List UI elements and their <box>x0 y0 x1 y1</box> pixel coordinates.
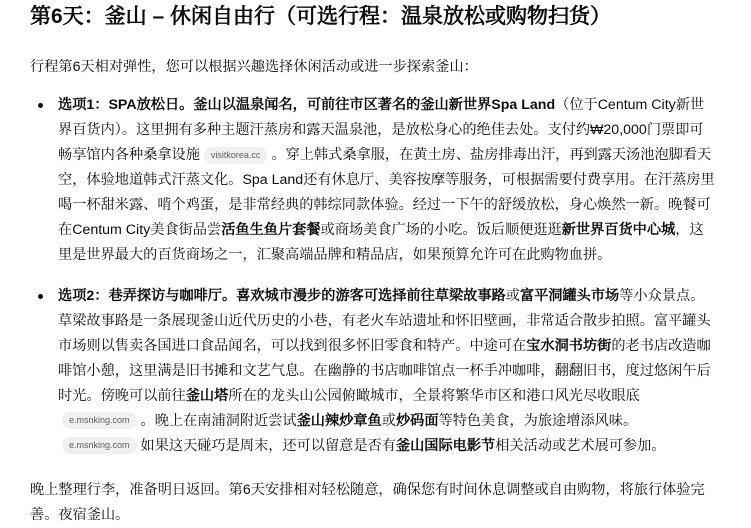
option-2-text: 的老书店改造咖啡馆小憩，这里满是旧书摊和文艺气息。在幽静的书店咖啡馆点一杯手冲咖啡，翻翻旧书，度过悠闲午后时光。傍晚可以前往 <box>58 337 711 404</box>
option-1-title: 选项1：SPA放松日。釜山以温泉闻名，可前往市区著名的釜山新世界Spa Land <box>58 97 556 113</box>
intro-paragraph: 行程第6天相对弹性，您可以根据兴趣选择休闲活动或进一步探索釜山： <box>30 58 478 75</box>
highlight-event: 釜山国际电影节 <box>395 437 496 454</box>
option-2-title: 选项2：巷弄探访与咖啡厅。喜欢城市漫步的游客可选择前往草梁故事路 <box>58 287 506 304</box>
option-2-text: 等特色美食，为旅途增添风味。 <box>438 412 638 429</box>
highlight-place: 宝水洞书坊街 <box>526 337 612 354</box>
option-2-text: 如果这天碰巧是周末，还可以留意是否有 <box>140 437 396 454</box>
option-2-text: 或 <box>505 287 520 304</box>
option-1-text: ，这里是世界最大的百货商场之一，汇聚高端品牌和精品店，如果预算允许可在此购物血拼。 <box>58 222 704 263</box>
option-2-text: 或 <box>381 412 396 429</box>
highlight-dish: 活鱼生鱼片套餐 <box>221 222 321 238</box>
options-list <box>30 93 716 459</box>
bullet-icon <box>38 103 43 108</box>
option-2-text: 。晚上在南浦洞附近尝试 <box>140 412 297 429</box>
option-1-text: （位于Centum City新世界百货内）。这里拥有多种主题汗蒸房和露天温泉池，是放松身心的绝佳去处。支付约₩20,000门票即可畅享馆内各种桑拿设施 <box>58 97 705 163</box>
citation-chip[interactable]: e.msnking.com <box>62 412 137 429</box>
highlight-place: 新世界百货中心城 <box>561 222 676 238</box>
highlight-dish: 炒码面 <box>395 412 439 429</box>
option-1-item <box>30 93 716 268</box>
option-2-text: 相关活动或艺术展可参加。 <box>495 437 666 454</box>
option-2-text: 等小众景点。草梁故事路是一条展现釜山近代历史的小巷，有老火车站遗址和怀旧壁画，非常适合散步拍照。富平罐头市场则以售卖各国进口食品闻名，可以找到很多怀旧零食和特产。中途可在 <box>58 287 711 354</box>
option-2-item <box>30 284 716 459</box>
option-1-text: 。穿上韩式桑拿服，在黄土房、盐房排毒出汗，再到露天汤池泡脚看天空，体验地道韩式汗蒸文化。Spa Land还有休息厅、美容按摩等服务，可根据需要付费享用。在汗蒸房里喝一杯甜米露、啃个鸡蛋，是非常经典的韩综同款体验。经过一下午的舒缓放松，身心焕然一新。晚餐可在Centum City美食街品尝 <box>58 147 715 238</box>
closing-paragraph: 晚上整理行李，准备明日返回。第6天安排相对轻松随意，确保您有时间休息调整或自由购物，将旅行体验完善。夜宿釜山。 <box>30 481 705 523</box>
bullet-icon <box>38 294 43 299</box>
citation-chip[interactable]: visitkorea.cc <box>204 147 268 164</box>
highlight-place: 釜山塔 <box>185 387 229 404</box>
option-1-text: 或商场美食广场的小吃。饭后顺便逛逛 <box>320 222 562 238</box>
highlight-place: 富平洞罐头市场 <box>519 287 620 304</box>
highlight-dish: 釜山辣炒章鱼 <box>296 412 382 429</box>
day-heading: 第6天：釜山 – 休闲自由行（可选行程：温泉放松或购物扫货） <box>30 5 612 28</box>
option-2-text: 所在的龙头山公园俯瞰城市，全景将繁华市区和港口风光尽收眼底 <box>228 387 640 404</box>
citation-chip[interactable]: e.msnking.com <box>62 437 137 454</box>
